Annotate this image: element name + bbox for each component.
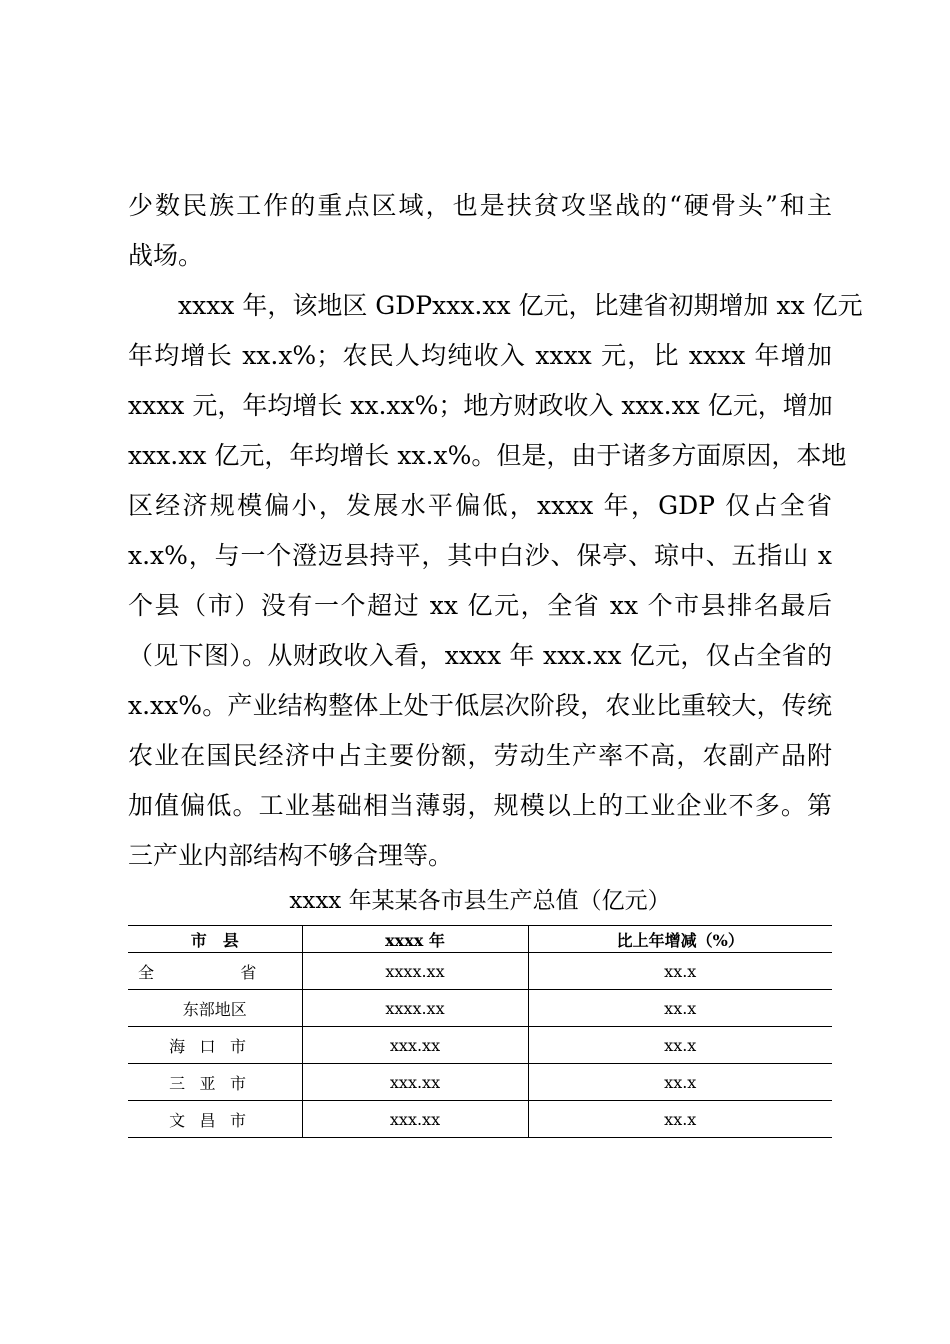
cell-change: xx.x	[528, 1027, 832, 1064]
cell-region: 海口市	[128, 1027, 302, 1064]
cell-change: xx.x	[528, 1064, 832, 1101]
cell-change: xx.x	[528, 990, 832, 1027]
paragraph-2-line-2: 年均增长 xx.x%；农民人均纯收入 xxxx 元，比 xxxx 年增加	[128, 341, 832, 370]
table-row	[128, 1101, 832, 1138]
header-year: xxxx 年	[302, 926, 528, 953]
cell-region: 全 省	[128, 953, 302, 990]
table-row	[128, 990, 832, 1027]
cell-region: 东部地区	[128, 990, 302, 1027]
paragraph-2-line-10: 农业在国民经济中占主要份额，劳动生产率不高，农副产品附	[128, 741, 832, 770]
gdp-table	[128, 925, 832, 1138]
table-row	[128, 1064, 832, 1101]
cell-gdp: xxx.xx	[302, 1027, 528, 1064]
cell-gdp: xxxx.xx	[302, 953, 528, 990]
table-title: xxxx 年某某各市县生产总值（亿元）	[289, 888, 671, 914]
header-county: 市 县	[128, 926, 302, 953]
table-header-row	[128, 926, 832, 953]
cell-change: xx.x	[528, 953, 832, 990]
paragraph-2-line-5: 区经济规模偏小，发展水平偏低，xxxx 年，GDP 仅占全省	[128, 491, 832, 520]
paragraph-2-line-4: xxx.xx 亿元，年均增长 xx.x%。但是，由于诸多方面原因，本地	[128, 441, 847, 470]
paragraph-2-line-11: 加值偏低。工业基础相当薄弱，规模以上的工业企业不多。第	[128, 791, 832, 820]
paragraph-2-line-12: 三产业内部结构不够合理等。	[128, 841, 454, 870]
paragraph-2-line-9: x.xx%。产业结构整体上处于低层次阶段，农业比重较大，传统	[128, 691, 832, 720]
paragraph-1-line-2: 战场。	[128, 241, 204, 270]
cell-gdp: xxx.xx	[302, 1064, 528, 1101]
paragraph-2-line-1: xxxx 年，该地区 GDPxxx.xx 亿元，比建省初期增加 xx 亿元	[128, 291, 863, 320]
paragraph-2-line-7: 个县（市）没有一个超过 xx 亿元，全省 xx 个市县排名最后	[128, 591, 832, 620]
cell-region: 文昌市	[128, 1101, 302, 1138]
table-row	[128, 1027, 832, 1064]
paragraph-2-line-3: xxxx 元，年均增长 xx.xx%；地方财政收入 xxx.xx 亿元，增加	[128, 391, 833, 420]
cell-gdp: xxxx.xx	[302, 990, 528, 1027]
cell-region: 三亚市	[128, 1064, 302, 1101]
table-row	[128, 953, 832, 990]
paragraph-2-line-6: x.x%，与一个澄迈县持平，其中白沙、保亭、琼中、五指山 x	[128, 541, 832, 570]
paragraph-1-line-1: 少数民族工作的重点区域，也是扶贫攻坚战的“硬骨头”和主	[128, 191, 832, 220]
cell-gdp: xxx.xx	[302, 1101, 528, 1138]
cell-change: xx.x	[528, 1101, 832, 1138]
header-change: 比上年增减（%）	[528, 926, 832, 953]
paragraph-2-line-8: （见下图）。从财政收入看，xxxx 年 xxx.xx 亿元，仅占全省的	[128, 641, 832, 670]
